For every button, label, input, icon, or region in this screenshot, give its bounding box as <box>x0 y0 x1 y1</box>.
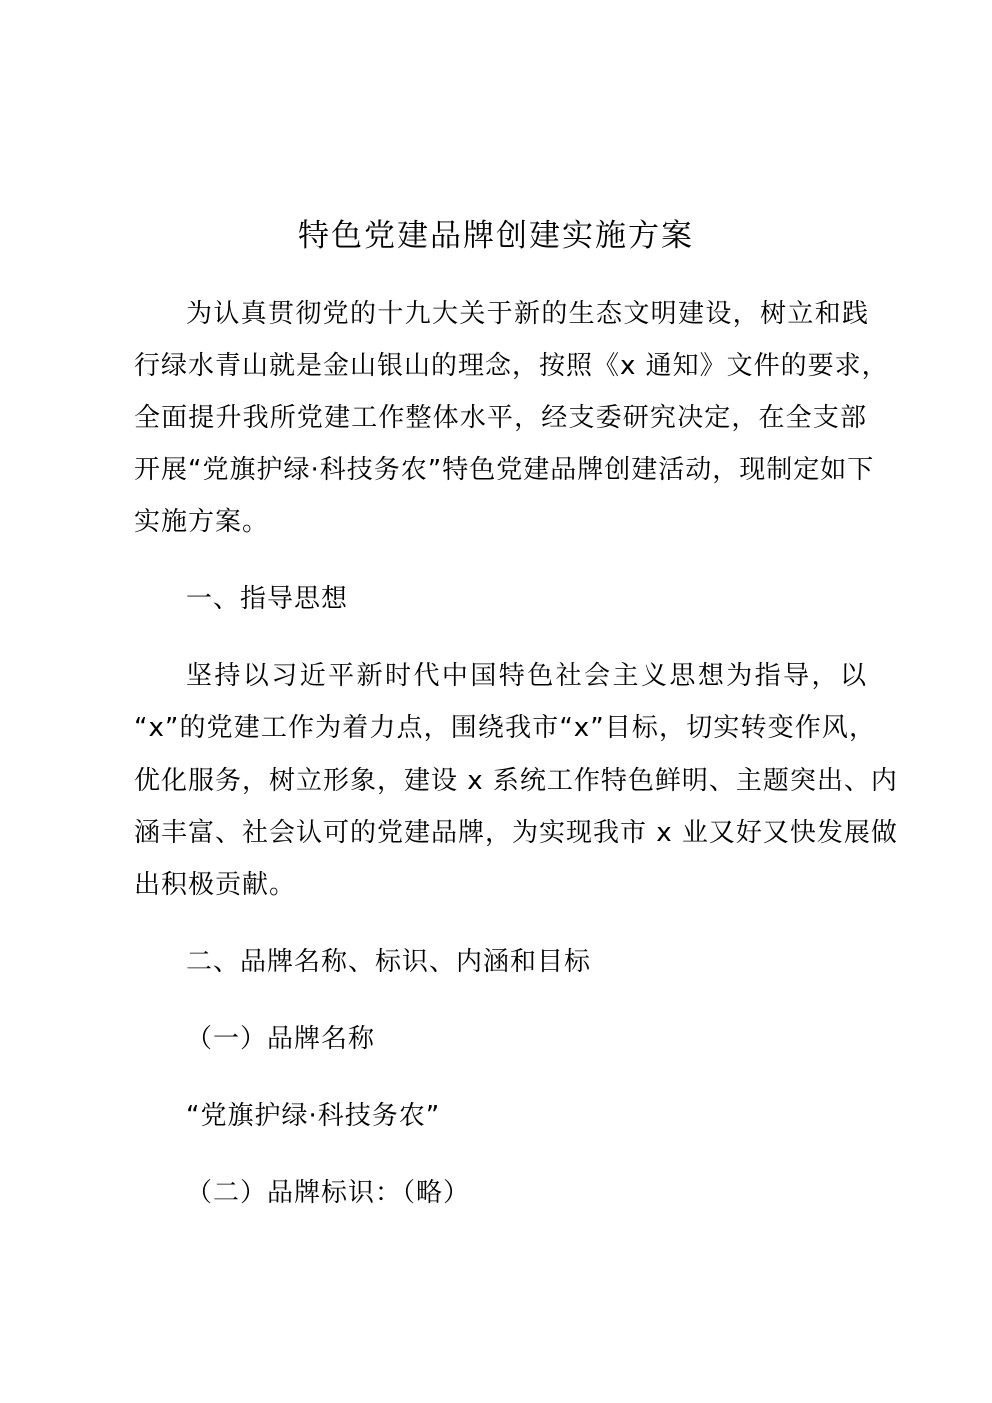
section-1-line-2: “x”的党建工作为着力点，围绕我市“x”目标，切实转变作风， <box>134 713 876 743</box>
section-2-heading: 二、品牌名称、标识、内涵和目标 <box>186 947 592 977</box>
subsection-2-heading: （二）品牌标识：（略） <box>186 1178 471 1208</box>
section-1-line-1: 坚持以习近平新时代中国特色社会主义思想为指导，以 <box>186 661 867 691</box>
intro-line-5: 实施方案。 <box>134 507 270 537</box>
subsection-1-heading: （一）品牌名称 <box>186 1024 376 1054</box>
intro-line-3: 全面提升我所党建工作整体水平，经支委研究决定，在全支部 <box>134 403 867 433</box>
intro-line-1: 为认真贯彻党的十九大关于新的生态文明建设，树立和践 <box>186 299 869 329</box>
brand-name: “党旗护绿·科技务农” <box>186 1101 441 1131</box>
intro-line-2: 行绿水青山就是金山银山的理念，按照《x 通知》文件的要求， <box>134 351 889 381</box>
document-title: 特色党建品牌创建实施方案 <box>298 218 694 254</box>
section-1-heading: 一、指导思想 <box>186 584 349 614</box>
section-1-line-3: 优化服务，树立形象，建设 x 系统工作特色鲜明、主题突出、内 <box>134 766 898 796</box>
intro-line-4: 开展“党旗护绿·科技务农”特色党建品牌创建活动，现制定如下 <box>134 455 875 485</box>
section-1-line-4: 涵丰富、社会认可的党建品牌，为实现我市 x 业又好又快发展做 <box>134 818 898 848</box>
section-1-line-5: 出积极贡献。 <box>134 870 297 900</box>
